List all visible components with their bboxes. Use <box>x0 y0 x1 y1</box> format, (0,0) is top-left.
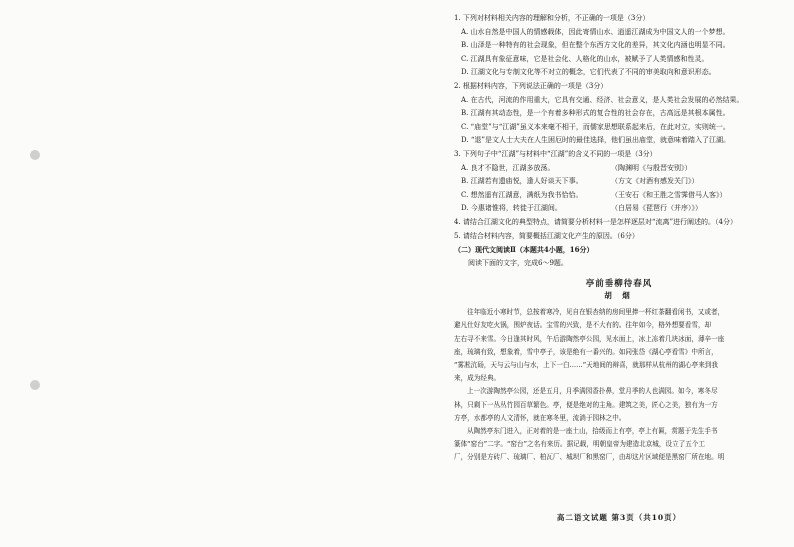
option-pair <box>454 162 784 176</box>
binding-hole <box>30 150 40 160</box>
essay-line: 座，琉璃有致，想象着，雪中亭子，该是绝有一番兴的。如同张岱《湖心亭看雪》中所言， <box>454 347 718 356</box>
option-pair <box>454 202 784 216</box>
option-pair <box>454 175 784 189</box>
option-text: C. 想然遥有江湖意，满纸为我书恰恰。 <box>461 190 583 199</box>
option-source: （方文《对酒有感发关门》） <box>611 177 699 186</box>
essay-line: 上一次游陶然亭公园，还是五月，月季满园香扑鼻，堂月季的人也满园。如今，寒冬尽 <box>467 387 718 396</box>
essay-line: 林，只剩下一丛丛竹园百草繁色。亭，便是绝对的主角。建筑之美，匠心之美，独有为一方 <box>454 400 718 409</box>
option: A. 在古代，河流的作用重大，它具有交通、经济、社会意义，是人类社会发展的必然结果。 <box>461 95 744 104</box>
essay-line: “雾凇沆砀，天与云与山与水，上下一白……”天地间的辩喜，就那样从杭州的湖心亭来到我 <box>454 361 718 370</box>
option: A. 山水自然是中国人的情感载体，因此寄情山水、逍遥江湖成为中国文人的一个梦想。 <box>461 27 730 36</box>
option-pair <box>454 189 784 203</box>
question-stem: 2. 根据材料内容，下列说法正确的一项是（3分） <box>454 81 608 90</box>
essay-header <box>454 278 784 302</box>
essay-line: 篆体“窑台”二字。“窑台”之名有来历。据记载，明朝皇帝为建造北京城，设立了五个工 <box>454 440 706 449</box>
option: B. 江湖有其动态性，是一个有着多种形式的复合性的社会存在，古高远是其根本属性。 <box>461 109 730 118</box>
question-column <box>454 12 784 465</box>
option-source: （白居易《琵琶行（并序）》） <box>611 204 702 213</box>
option: D. “退”是文人士大夫在人生困厄时的最佳选择，他们虽出庙堂，就意味着踏入了江湖。 <box>461 136 730 145</box>
option-text: D. 今惠诸惟将，转徙于江湖间。 <box>461 204 562 213</box>
binding-hole <box>30 380 40 390</box>
essay-line: 方亭，水都亭的人文清怀，就在寒冬里，流淌于园林之中。 <box>454 413 626 422</box>
question-stem: 3. 下列句子中“江湖”与材料中“江湖”的含义不同的一项是（3分） <box>454 149 657 158</box>
option: D. 江湖文化与专制文化等不对立的概念，它们代表了不同的审美取向和意识形态。 <box>461 68 716 77</box>
section-instruction: 阅读下面的文字，完成6～9题。 <box>468 258 568 267</box>
option-text: A. 良才不隐世，江湖多放荡。 <box>461 163 555 172</box>
essay-line: 左右寻不来雪。今日逢其时风，午后游陶然亭公园，见水面上，冰上冻着几块冰面，薄辛一座 <box>454 334 725 343</box>
question-stem: 1. 下列对材料相关内容的理解和分析，不正确的一项是（3分） <box>454 14 650 22</box>
essay-line: 避凡仕好友吃火锅，围炉夜话。宝雪的兴致，是不大有的。往年如今，格外想要看雪，却 <box>454 321 712 330</box>
option-text: B. 江湖若有遗庙悦，逢人好谈天下事。 <box>461 177 583 186</box>
option: C. 江湖具有象征意味，它是社会化、人格化的山水，被赋予了人类情感和性灵。 <box>461 54 709 63</box>
option-source: （王安石《和王胜之雪霁借马人客》） <box>611 190 727 199</box>
essay-line: 厂，分别是方砖厂、琉璃厂、柏瓦厂、城坝厂和黑窑厂，由却这片区域便是黑窑厂所在地。明 <box>454 453 725 462</box>
question-stem: 4. 请结合江湖文化的典型特点，请简要分析材料一是怎样逐层对“流离”进行阐述的。（4分） <box>454 217 738 226</box>
question-stem: 5. 请结合材料内容，简要概括江湖文化产生的原因。（6分） <box>454 231 639 240</box>
essay-line: 从陶然亭东门进入，正对着的是一座土山，拾级而上有亭，亭上有匾，赏题于先生手书 <box>467 426 718 435</box>
option: C. “庙堂”与“江湖”虽义本来毫不相干，而儒家思想联系起来后，在此对立，实则统一。 <box>461 122 730 131</box>
option: B. 山泽是一种特有的社会现象，但在整个东西方文化的差异，其文化内涵也明显不同。 <box>461 41 730 50</box>
section-heading: （二）现代文阅读Ⅱ（本题共4小题，16分） <box>454 245 594 255</box>
option-source: （陶渊明《与殷晋安别》） <box>611 163 692 172</box>
essay-line: 来，成为经典。 <box>454 374 501 383</box>
essay-body <box>454 306 784 464</box>
essay-line: 往年临近小寒时节，总按着寒冷，见自在银杏纳的房间里捧一杯红茶翻看闲书，又或者， <box>467 308 725 317</box>
page-footer: 高二语文试题 第3页（共10页） <box>556 513 682 522</box>
essay-author: 胡 烟 <box>604 291 634 301</box>
essay-title: 亭前垂柳待春风 <box>585 279 653 290</box>
